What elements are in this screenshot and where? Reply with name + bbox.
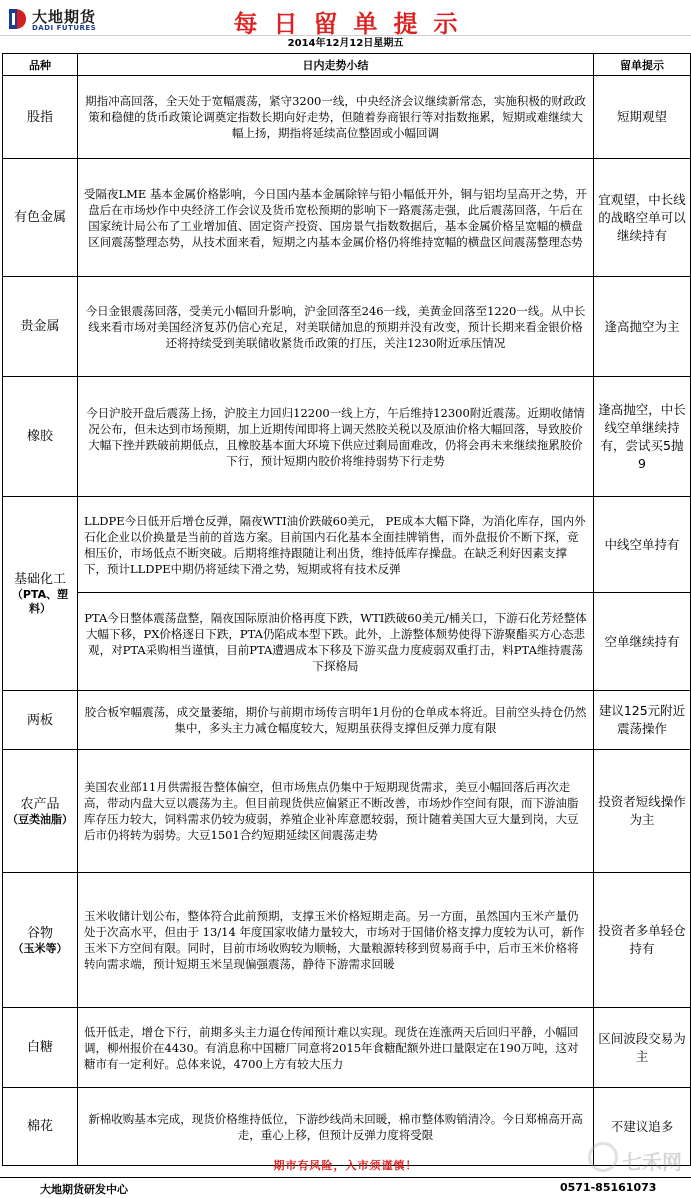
watermark: [588, 1140, 688, 1180]
row-tip: 区间波段交易为主: [594, 1008, 691, 1088]
report-date: 2014年12月12日星期五: [287, 38, 404, 49]
row-name: [3, 497, 78, 691]
table-row: [3, 873, 691, 1008]
row-name-label: 贵金属: [20, 319, 60, 334]
row-name: [3, 1088, 78, 1166]
row-name: [3, 377, 78, 497]
row-name: [3, 76, 78, 159]
row-tip: 短期观望: [594, 76, 691, 159]
row-tip: 不建议追多: [594, 1088, 691, 1166]
row-name: [3, 1008, 78, 1088]
row-name: [3, 750, 78, 873]
table-row: [3, 750, 691, 873]
row-summary: 新棉收购基本完成，现货价格维持低位，下游纱线尚未回暖，棉市整体购销清冷。今日郑棉高开高走，重心上移，但预计反弹力度将受限: [78, 1088, 594, 1166]
logo-en-text: DADI FUTURES: [32, 24, 97, 32]
row-summary: 低开低走，增仓下行，前期多头主力逼仓传闻预计难以实现。现货在连涨两天后回归平静，小幅回调，柳州报价在4430。有消息称中国糖厂同意将2015年食糖配额外进口量限定在190万吨，这对糖市有一定利好。总体来说，4700上方有较大压力: [78, 1008, 594, 1088]
header-summary: 日内走势小结: [78, 54, 594, 76]
row-summary: 美国农业部11月供需报告整体偏空，但市场焦点仍集中于短期现货需求，美豆小幅回落后再次走高，带动内盘大豆以震荡为主。但目前现货供应偏紧正不断改善，市场炒作空间有限，而下游油脂库存压力较大，饲料需求仍较为疲弱，养殖企业补库意愿较弱，预计随着美国大豆大量到岗，大豆后市仍将转为弱势。大豆1501合约短期延续区间震荡走势: [78, 750, 594, 873]
row-name: [3, 277, 78, 377]
row-name-label: 基础化工: [13, 572, 66, 587]
header-tip: 留单提示: [594, 54, 691, 76]
row-name-sub: （玉米等）: [12, 941, 68, 955]
risk-warning: 期市有风险，入市须谨慎！: [273, 1159, 418, 1172]
row-tip: 投资者短线操作为主: [594, 750, 691, 873]
header-variety: 品种: [3, 54, 78, 76]
row-name-label: 橡胶: [26, 429, 53, 444]
row-summary: 期指冲高回落，全天处于宽幅震荡，紧守3200一线，中央经济会议继续新常态，实施积极的财政政策和稳健的货币政策论调奠定指数长期向好走势，但随着券商银行等对指数拖累，短期或难继续大幅上扬，期指将延续高位整固或小幅回调: [78, 76, 594, 159]
row-tip: 中线空单持有: [594, 497, 691, 593]
row-name-label: 股指: [26, 109, 53, 125]
row-name-label: 农产品: [20, 796, 60, 812]
row-name: [3, 159, 78, 277]
row-name-label: 有色金属: [13, 210, 66, 225]
table-row: [3, 377, 691, 497]
row-tip: 宜观望，中长线的战略空单可以继续持有: [594, 159, 691, 277]
watermark-text: 七禾网: [622, 1150, 682, 1174]
table-row: [3, 159, 691, 277]
row-tip: 空单继续持有: [594, 593, 691, 691]
row-summary: PTA今日整体震荡盘整，隔夜国际原油价格再度下跌，WTI跌破60美元/桶关口，下游石化芳烃整体大幅下移，PX价格逐日下跌，PTA仍陷成本型下跌。此外，上游整体颓势使得下游聚酯买方心态悲观，对PTA采购相当谨慎，目前PTA遭遇成本下移及下游买盘力度疲弱双重打击，料PTA维持震荡下探格局: [78, 593, 594, 691]
row-summary: 今日沪胶开盘后震荡上扬，沪胶主力回归12200一线上方，午后维持12300附近震荡。近期收储情况公布，但未达到市场预期，加上近期传闻即将上调天然胶关税以及原油价格大幅回落，导致胶价大幅下挫并跌破前期低点，且橡胶基本面大环境下供应过剩局面难改，仍将会再未来继续拖累胶价下行，预计短期内胶价将维持弱势下行走势: [78, 377, 594, 497]
row-tip: 逢高抛空为主: [594, 277, 691, 377]
research-dept: 大地期货研发中心: [40, 1183, 128, 1196]
row-name-label: 白糖: [26, 1040, 53, 1055]
table-row: [3, 691, 691, 750]
table-row: [3, 497, 691, 593]
row-summary: 今日金银震荡回落，受美元小幅回升影响，沪金回落至246一线，美黄金回落至1220一线。从中长线来看市场对美国经济复苏仍信心充足，对美联储加息的预期并没有改变，预计长期来看金银价格还将持续受到美联储收紧货币政策的打压，关注1230附近承压情况: [78, 277, 594, 377]
table-row: [3, 1008, 691, 1088]
table-row: [3, 277, 691, 377]
row-name-label: 棉花: [26, 1119, 53, 1134]
row-summary: 受隔夜LME 基本金属价格影响，今日国内基本金属除锌与铅小幅低开外，铜与铝均呈高开之势，开盘后在市场炒作中央经济工作会议及货币宽松预期的影响下一路震荡走强，此后震荡回落，午后在国家统计局公布了工业增加值、固定资产投资、国房景气指数数据后，基本金属价格呈宽幅的横盘区间震荡整理态势，从技术面来看，短期之内基本金属价格仍将维持宽幅的横盘区间震荡整理态势: [78, 159, 594, 277]
row-name-label: 谷物: [26, 925, 53, 941]
row-name-sub: （豆类油脂）: [7, 812, 73, 826]
row-name: [3, 873, 78, 1008]
row-summary: 玉米收储计划公布，整体符合此前预期，支撑玉米价格短期走高。另一方面，虽然国内玉米产量仍处于次高水平，但由于 13/14 年度国家收储力量较大，市场对于国储价格支撑力度较为认可，新作玉米下方空间有限。同时，目前市场收购较为顺畅，大量粮源转移到贸易商手中，后市玉米价格将转向需求端，预计短期玉米呈现偏强震荡，静待下游需求回暖: [78, 873, 594, 1008]
logo-cn-text: 大地期货: [32, 8, 97, 26]
row-tip: 逢高抛空，中长线空单继续持有，尝试买5抛9: [594, 377, 691, 497]
row-summary: 胶合板窄幅震荡，成交量萎缩，期价与前期市场传言明年1月份的仓单成本将近。目前空头持仓仍然集中，多头主力减仓幅度较大，短期虽获得支撑但反弹力度有限: [78, 691, 594, 750]
tips-table: [2, 53, 691, 1166]
row-tip: 投资者多单轻仓持有: [594, 873, 691, 1008]
table-row: [3, 593, 691, 691]
row-name: [3, 691, 78, 750]
row-name-label: 两板: [26, 712, 53, 728]
row-name-sub: （PTA、塑料）: [11, 588, 69, 615]
contact-phone: 0571-85161073: [560, 1181, 657, 1194]
table-row: [3, 76, 691, 159]
page-title: 每日留单提示: [233, 10, 474, 38]
table-header-row: [3, 54, 691, 76]
page-header: [0, 0, 691, 36]
watermark-logo-icon: [588, 1142, 618, 1172]
row-tip: 建议125元附近震荡操作: [594, 691, 691, 750]
row-summary: LLDPE今日低开后增仓反弹，隔夜WTI油价跌破60美元， PE成本大幅下降，为消化库存，国内外石化企业以价换量是当前的首选方案。目前国内石化基本全面挂牌销售，而外盘报价不断下探，竞相压价，市场低点不断突破。后期将维持跟随让利出货，维持低库存操盘。在缺乏利好因素支撑下，预计LLDPE中期仍将延续下滑之势，短期或将有技术反弹: [78, 497, 594, 593]
